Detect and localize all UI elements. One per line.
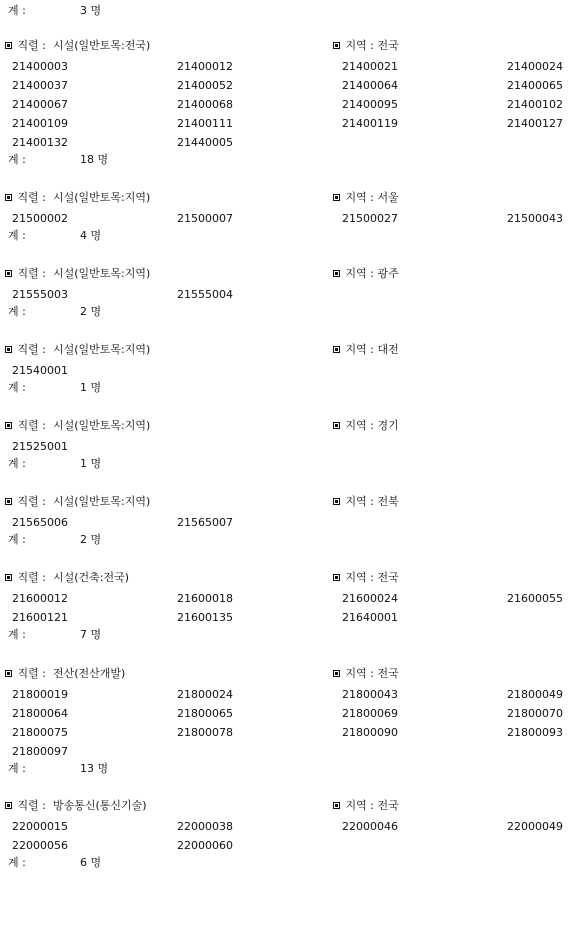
job-label: 직렬 : <box>17 343 46 356</box>
region-value: : 전국 <box>370 571 399 584</box>
square-bullet-icon <box>333 194 340 201</box>
region-label: 지역 <box>345 39 367 52</box>
region-label: 지역 <box>345 343 367 356</box>
applicant-id: 22000049 <box>507 820 563 833</box>
region <box>333 38 399 54</box>
job-value: 시설(일반토목:지역) <box>52 419 151 432</box>
total-label: 계 : <box>8 533 26 546</box>
id-row <box>0 437 580 456</box>
square-bullet-icon <box>333 270 340 277</box>
total-label: 계 : <box>8 381 26 394</box>
applicant-id: 21600135 <box>177 611 233 624</box>
job-label: 직렬 : <box>17 191 46 204</box>
total-label: 계 : <box>8 856 26 869</box>
applicant-id: 21400119 <box>342 117 398 130</box>
job-label: 직렬 : <box>17 799 46 812</box>
applicant-id: 22000015 <box>12 820 68 833</box>
region-label: 지역 <box>345 571 367 584</box>
applicant-id: 21800064 <box>12 707 68 720</box>
id-row <box>0 285 580 304</box>
job-value: 전산(전산개발) <box>52 667 126 680</box>
region <box>333 666 399 682</box>
square-bullet-icon <box>333 802 340 809</box>
id-row <box>0 608 580 627</box>
total-count: 13 명 <box>80 762 109 775</box>
applicant-id: 21800024 <box>177 688 233 701</box>
total-count: 1 명 <box>80 381 102 394</box>
region-value: : 전국 <box>370 39 399 52</box>
total-label: 계 : <box>8 628 26 641</box>
id-row <box>0 95 580 114</box>
applicant-id: 21565007 <box>177 516 233 529</box>
applicant-id: 21800078 <box>177 726 233 739</box>
id-row <box>0 114 580 133</box>
applicant-id: 21400132 <box>12 136 68 149</box>
applicant-id: 21800065 <box>177 707 233 720</box>
applicant-id: 21400067 <box>12 98 68 111</box>
id-row <box>0 685 580 704</box>
section-total-line <box>0 229 580 243</box>
square-bullet-icon <box>333 422 340 429</box>
job-value: 시설(일반토목:전국) <box>52 39 151 52</box>
id-row <box>0 836 580 855</box>
id-row <box>0 209 580 228</box>
job-category <box>5 798 147 814</box>
job-value: 방송통신(통신기술) <box>52 799 147 812</box>
section-block <box>0 798 580 870</box>
applicant-id: 22000056 <box>12 839 68 852</box>
id-row <box>0 361 580 380</box>
total-count: 2 명 <box>80 305 102 318</box>
section-total-line <box>0 628 580 642</box>
region-label: 지역 <box>345 667 367 680</box>
region-label: 지역 <box>345 495 367 508</box>
region <box>333 342 399 358</box>
applicant-id: 21500027 <box>342 212 398 225</box>
section-block <box>0 266 580 319</box>
id-row <box>0 817 580 836</box>
section-header <box>0 266 580 282</box>
job-label: 직렬 : <box>17 571 46 584</box>
square-bullet-icon <box>333 346 340 353</box>
section-block <box>0 570 580 642</box>
applicant-id: 21400012 <box>177 60 233 73</box>
total-label: 계 : <box>8 457 26 470</box>
section-header <box>0 418 580 434</box>
region <box>333 266 399 282</box>
id-row <box>0 57 580 76</box>
applicant-id: 21600121 <box>12 611 68 624</box>
applicant-id: 21800043 <box>342 688 398 701</box>
square-bullet-icon <box>333 498 340 505</box>
applicant-id: 21400052 <box>177 79 233 92</box>
applicant-id: 21800070 <box>507 707 563 720</box>
region <box>333 418 399 434</box>
job-value: 시설(일반토목:지역) <box>52 267 151 280</box>
job-category <box>5 266 150 282</box>
job-label: 직렬 : <box>17 419 46 432</box>
square-bullet-icon <box>5 42 12 49</box>
applicant-id: 21400037 <box>12 79 68 92</box>
applicant-id: 21400003 <box>12 60 68 73</box>
id-row <box>0 133 580 152</box>
section-block <box>0 666 580 776</box>
section-block <box>0 38 580 167</box>
region-label: 지역 <box>345 799 367 812</box>
section-header <box>0 570 580 586</box>
section-total-line <box>0 533 580 547</box>
applicant-id: 21400102 <box>507 98 563 111</box>
job-category <box>5 666 125 682</box>
applicant-id: 21600055 <box>507 592 563 605</box>
section-header <box>0 666 580 682</box>
applicant-id: 21555004 <box>177 288 233 301</box>
applicant-id: 21400064 <box>342 79 398 92</box>
total-count: 2 명 <box>80 533 102 546</box>
section-total-line <box>0 856 580 870</box>
applicant-id: 21400021 <box>342 60 398 73</box>
total-count: 7 명 <box>80 628 102 641</box>
section-block <box>0 418 580 471</box>
square-bullet-icon <box>5 574 12 581</box>
section-block <box>0 342 580 395</box>
id-row <box>0 704 580 723</box>
section-total-line <box>0 153 580 167</box>
id-row <box>0 76 580 95</box>
section-total-line <box>0 457 580 471</box>
section-header <box>0 342 580 358</box>
applicant-id: 21555003 <box>12 288 68 301</box>
id-row <box>0 589 580 608</box>
applicant-id: 22000038 <box>177 820 233 833</box>
applicant-id: 21800090 <box>342 726 398 739</box>
total-count: 18 명 <box>80 153 109 166</box>
section-header <box>0 190 580 206</box>
applicant-id: 21565006 <box>12 516 68 529</box>
applicant-id: 21400095 <box>342 98 398 111</box>
section-block <box>0 494 580 547</box>
job-value: 시설(일반토목:지역) <box>52 191 151 204</box>
job-label: 직렬 : <box>17 39 46 52</box>
section-header <box>0 798 580 814</box>
section-total-line <box>0 381 580 395</box>
applicant-id: 21400024 <box>507 60 563 73</box>
applicant-id: 22000060 <box>177 839 233 852</box>
total-label: 계 : <box>8 305 26 318</box>
applicant-id: 21500007 <box>177 212 233 225</box>
applicant-id: 21800075 <box>12 726 68 739</box>
region-label: 지역 <box>345 191 367 204</box>
applicant-id: 21640001 <box>342 611 398 624</box>
id-row <box>0 513 580 532</box>
total-label: 계 : <box>8 762 26 775</box>
id-row <box>0 742 580 761</box>
total-count: 3 명 <box>80 4 102 17</box>
section-total-line <box>0 762 580 776</box>
job-label: 직렬 : <box>17 667 46 680</box>
applicant-id: 22000046 <box>342 820 398 833</box>
applicant-id: 21400109 <box>12 117 68 130</box>
region-value: : 전국 <box>370 667 399 680</box>
region-label: 지역 <box>345 419 367 432</box>
total-count: 6 명 <box>80 856 102 869</box>
region-label: 지역 <box>345 267 367 280</box>
square-bullet-icon <box>333 574 340 581</box>
region-value: : 광주 <box>370 267 399 280</box>
applicant-id: 21400111 <box>177 117 233 130</box>
square-bullet-icon <box>333 42 340 49</box>
applicant-id: 21600012 <box>12 592 68 605</box>
total-label: 계 : <box>8 153 26 166</box>
square-bullet-icon <box>5 422 12 429</box>
applicant-id: 21600018 <box>177 592 233 605</box>
job-category <box>5 570 129 586</box>
job-value: 시설(건축:전국) <box>52 571 130 584</box>
applicant-id: 21500043 <box>507 212 563 225</box>
square-bullet-icon <box>5 346 12 353</box>
section-block <box>0 190 580 243</box>
total-count: 4 명 <box>80 229 102 242</box>
id-row <box>0 723 580 742</box>
applicant-id: 21800093 <box>507 726 563 739</box>
top-total-line <box>0 4 580 18</box>
total-count: 1 명 <box>80 457 102 470</box>
applicant-id: 21800049 <box>507 688 563 701</box>
job-category <box>5 494 150 510</box>
section-header <box>0 38 580 54</box>
region-value: : 서울 <box>370 191 399 204</box>
region-value: : 전국 <box>370 799 399 812</box>
applicant-id: 21500002 <box>12 212 68 225</box>
region-value: : 전북 <box>370 495 399 508</box>
job-category <box>5 38 150 54</box>
applicant-id: 21800097 <box>12 745 68 758</box>
total-label: 계 : <box>8 229 26 242</box>
job-category <box>5 342 150 358</box>
section-header <box>0 494 580 510</box>
square-bullet-icon <box>5 670 12 677</box>
applicant-id: 21400068 <box>177 98 233 111</box>
region <box>333 570 399 586</box>
job-value: 시설(일반토목:지역) <box>52 343 151 356</box>
total-label: 계 : <box>8 4 26 17</box>
applicant-id: 21800069 <box>342 707 398 720</box>
applicant-id: 21525001 <box>12 440 68 453</box>
applicant-id: 21800019 <box>12 688 68 701</box>
applicant-id: 21440005 <box>177 136 233 149</box>
region <box>333 494 399 510</box>
square-bullet-icon <box>5 270 12 277</box>
job-label: 직렬 : <box>17 495 46 508</box>
applicant-id: 21540001 <box>12 364 68 377</box>
square-bullet-icon <box>5 498 12 505</box>
applicant-id: 21400127 <box>507 117 563 130</box>
region-value: : 대전 <box>370 343 399 356</box>
square-bullet-icon <box>333 670 340 677</box>
job-category <box>5 190 150 206</box>
job-category <box>5 418 150 434</box>
job-label: 직렬 : <box>17 267 46 280</box>
square-bullet-icon <box>5 802 12 809</box>
section-total-line <box>0 305 580 319</box>
region <box>333 190 399 206</box>
square-bullet-icon <box>5 194 12 201</box>
applicant-id: 21400065 <box>507 79 563 92</box>
applicant-id: 21600024 <box>342 592 398 605</box>
region <box>333 798 399 814</box>
job-value: 시설(일반토목:지역) <box>52 495 151 508</box>
region-value: : 경기 <box>370 419 399 432</box>
